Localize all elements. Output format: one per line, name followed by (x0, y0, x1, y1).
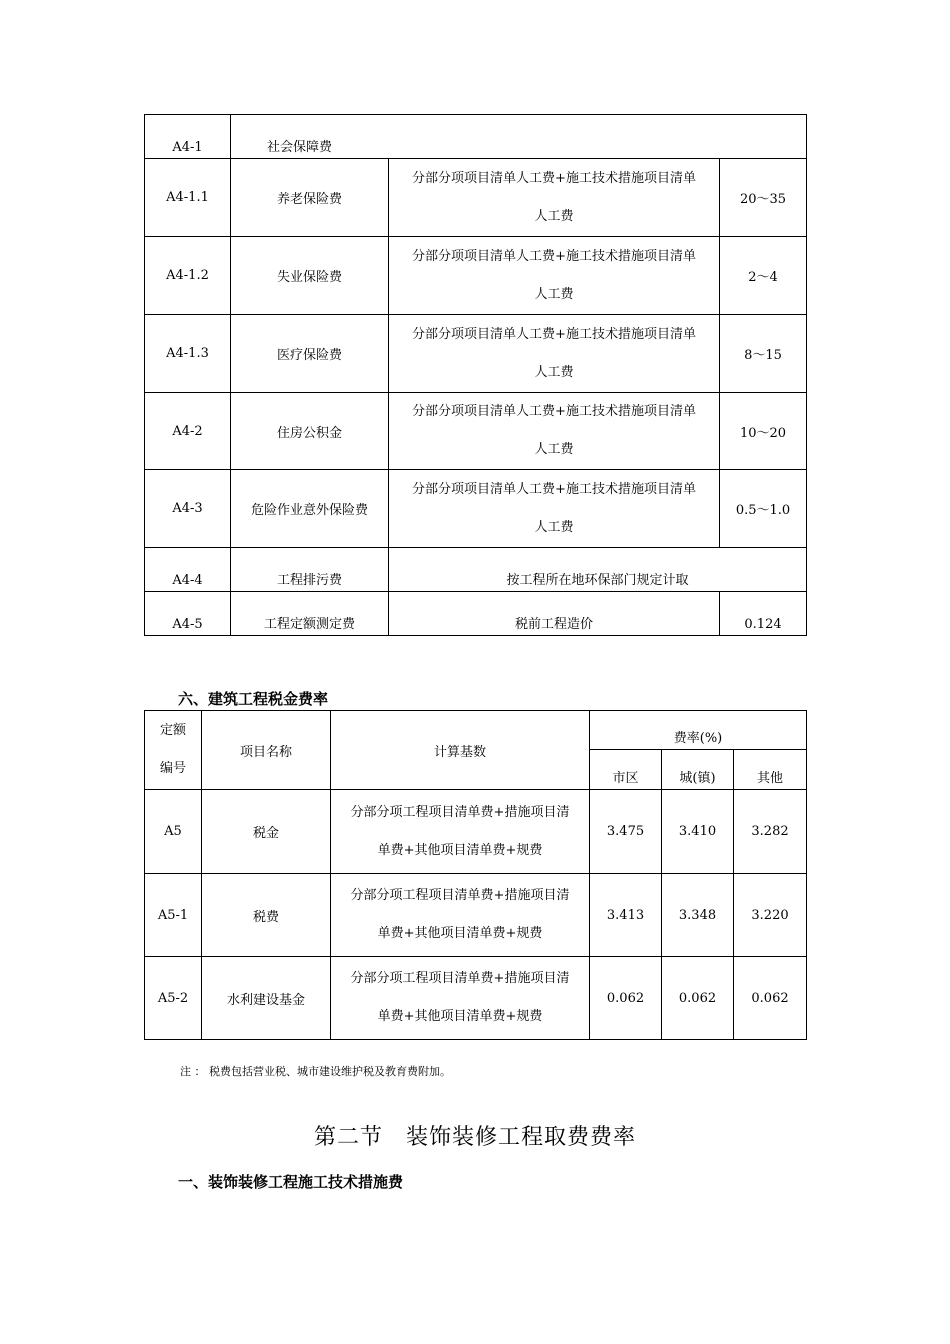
row-town: 3.348 (662, 874, 734, 957)
row-code: A4-1.3 (145, 315, 231, 393)
row-basis: 分部分项工程项目清单费+措施项目清 单费+其他项目清单费+规费 (331, 874, 590, 957)
header-town: 城(镇) (662, 750, 734, 790)
row-rate: 2～4 (720, 237, 807, 315)
table-row (145, 592, 807, 636)
row-code: A5-2 (145, 957, 202, 1040)
row-code: A4-1 (145, 115, 231, 159)
row-basis: 分部分项项目清单人工费+施工技术措施项目清单 人工费 (389, 315, 720, 393)
row-basis: 税前工程造价 (389, 592, 720, 636)
row-name: 住房公积金 (231, 393, 389, 470)
row-name: 工程定额测定费 (231, 592, 389, 636)
row-name: 税费 (202, 874, 331, 957)
row-rate: 0.124 (720, 592, 807, 636)
row-urban: 0.062 (590, 957, 662, 1040)
row-code: A4-2 (145, 393, 231, 470)
row-name: 水利建设基金 (202, 957, 331, 1040)
row-code: A4-5 (145, 592, 231, 636)
header-urban: 市区 (590, 750, 662, 790)
row-rate: 0.5～1.0 (720, 470, 807, 548)
tax-note: 注 ： 税费包括营业税、城市建设维护税及教育费附加。 (180, 1065, 451, 1078)
table-row (145, 315, 807, 393)
row-name: 医疗保险费 (231, 315, 389, 393)
section-title: 第二节 装饰装修工程取费费率 (313, 1125, 636, 1150)
row-code: A4-1.2 (145, 237, 231, 315)
table-row (145, 957, 807, 1040)
row-basis: 分部分项工程项目清单费+措施项目清 单费+其他项目清单费+规费 (331, 790, 590, 874)
row-urban: 3.475 (590, 790, 662, 874)
table-row (145, 237, 807, 315)
table-row (145, 790, 807, 874)
row-rate: 10～20 (720, 393, 807, 470)
row-basis: 分部分项工程项目清单费+措施项目清 单费+其他项目清单费+规费 (331, 957, 590, 1040)
row-basis: 分部分项项目清单人工费+施工技术措施项目清单 人工费 (389, 237, 720, 315)
row-basis: 按工程所在地环保部门规定计取 (389, 548, 807, 592)
row-name: 失业保险费 (231, 237, 389, 315)
row-basis: 分部分项项目清单人工费+施工技术措施项目清单 人工费 (389, 159, 720, 237)
row-other: 3.282 (734, 790, 807, 874)
row-code: A4-3 (145, 470, 231, 548)
table-row (145, 393, 807, 470)
header-code: 定额 编号 (145, 711, 202, 790)
row-basis: 分部分项项目清单人工费+施工技术措施项目清单 人工费 (389, 470, 720, 548)
row-code: A5 (145, 790, 202, 874)
row-rate: 8～15 (720, 315, 807, 393)
table-row (145, 874, 807, 957)
row-other: 3.220 (734, 874, 807, 957)
table-row (145, 115, 807, 159)
row-name: 危险作业意外保险费 (231, 470, 389, 548)
row-name: 税金 (202, 790, 331, 874)
section-subheading: 一、装饰装修工程施工技术措施费 (178, 1173, 404, 1191)
table-header-row (145, 711, 807, 750)
table-row (145, 548, 807, 592)
tax-table (144, 710, 807, 1040)
row-rate: 20～35 (720, 159, 807, 237)
row-code: A4-4 (145, 548, 231, 592)
header-other: 其他 (734, 750, 807, 790)
header-rate: 费率(%) (590, 711, 807, 750)
row-basis: 分部分项项目清单人工费+施工技术措施项目清单 人工费 (389, 393, 720, 470)
row-other: 0.062 (734, 957, 807, 1040)
row-town: 3.410 (662, 790, 734, 874)
row-town: 0.062 (662, 957, 734, 1040)
row-name: 工程排污费 (231, 548, 389, 592)
tax-section-heading: 六、建筑工程税金费率 (178, 690, 329, 708)
table-row (145, 470, 807, 548)
row-urban: 3.413 (590, 874, 662, 957)
table-row (145, 159, 807, 237)
header-name: 项目名称 (202, 711, 331, 790)
header-basis: 计算基数 (331, 711, 590, 790)
row-name: 养老保险费 (231, 159, 389, 237)
row-name: 社会保障费 (231, 115, 807, 159)
row-code: A5-1 (145, 874, 202, 957)
row-code: A4-1.1 (145, 159, 231, 237)
fees-table (144, 114, 807, 636)
